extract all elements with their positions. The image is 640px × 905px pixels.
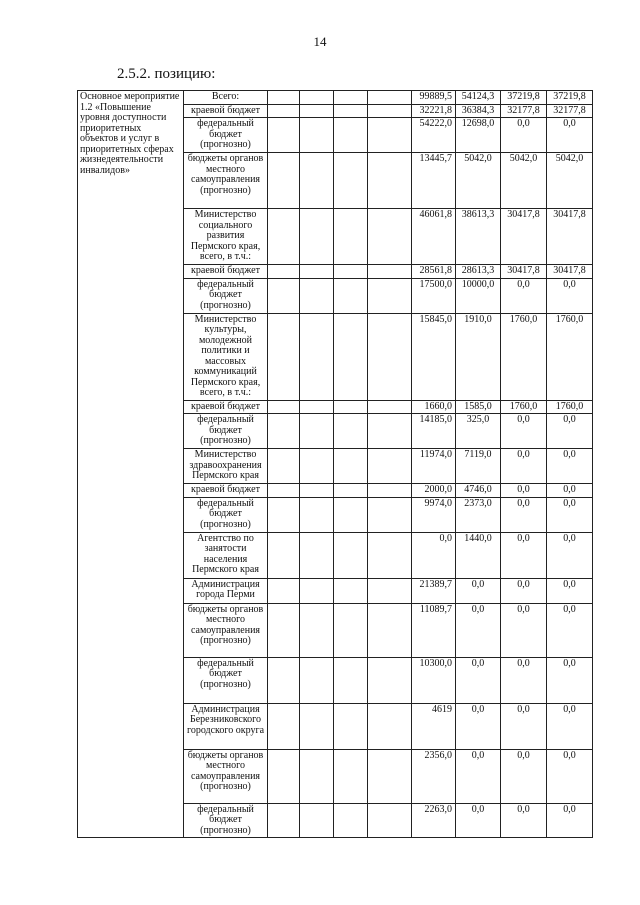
amount-cell-year-2: 1910,0 bbox=[456, 313, 501, 400]
amount-cell-year-4: 0,0 bbox=[547, 414, 593, 449]
funding-source-cell: бюджеты органов местного самоуправления (прогнозно) bbox=[184, 749, 268, 803]
amount-cell-year-1: 99889,5 bbox=[412, 91, 456, 105]
empty-cell bbox=[300, 484, 334, 498]
amount-cell-year-2: 0,0 bbox=[456, 578, 501, 603]
amount-cell-year-3: 0,0 bbox=[501, 118, 547, 153]
amount-cell-year-1: 17500,0 bbox=[412, 278, 456, 313]
amount-cell-year-2: 0,0 bbox=[456, 803, 501, 838]
empty-cell bbox=[300, 118, 334, 153]
amount-cell-year-1: 10300,0 bbox=[412, 657, 456, 703]
funding-source-cell: краевой бюджет bbox=[184, 265, 268, 279]
amount-cell-year-1: 21389,7 bbox=[412, 578, 456, 603]
funding-source-cell: федеральный бюджет (прогнозно) bbox=[184, 497, 268, 532]
amount-cell-year-4: 0,0 bbox=[547, 803, 593, 838]
amount-cell-year-2: 1585,0 bbox=[456, 400, 501, 414]
amount-cell-year-1: 4619 bbox=[412, 703, 456, 749]
funding-source-cell: краевой бюджет bbox=[184, 484, 268, 498]
amount-cell-year-1: 32221,8 bbox=[412, 104, 456, 118]
amount-cell-year-3: 0,0 bbox=[501, 449, 547, 484]
empty-cell bbox=[300, 209, 334, 265]
amount-cell-year-3: 0,0 bbox=[501, 803, 547, 838]
funding-source-cell: федеральный бюджет (прогнозно) bbox=[184, 657, 268, 703]
empty-cell bbox=[334, 703, 368, 749]
amount-cell-year-4: 0,0 bbox=[547, 278, 593, 313]
empty-cell bbox=[368, 118, 412, 153]
empty-cell bbox=[300, 532, 334, 578]
empty-cell bbox=[300, 414, 334, 449]
empty-cell bbox=[268, 400, 300, 414]
amount-cell-year-1: 14185,0 bbox=[412, 414, 456, 449]
funding-source-cell: федеральный бюджет (прогнозно) bbox=[184, 803, 268, 838]
empty-cell bbox=[268, 91, 300, 105]
empty-cell bbox=[368, 803, 412, 838]
amount-cell-year-3: 0,0 bbox=[501, 497, 547, 532]
empty-cell bbox=[268, 578, 300, 603]
amount-cell-year-4: 0,0 bbox=[547, 449, 593, 484]
empty-cell bbox=[368, 449, 412, 484]
amount-cell-year-4: 0,0 bbox=[547, 118, 593, 153]
empty-cell bbox=[268, 532, 300, 578]
empty-cell bbox=[368, 265, 412, 279]
empty-cell bbox=[268, 497, 300, 532]
empty-cell bbox=[334, 153, 368, 209]
amount-cell-year-4: 37219,8 bbox=[547, 91, 593, 105]
amount-cell-year-2: 5042,0 bbox=[456, 153, 501, 209]
amount-cell-year-3: 1760,0 bbox=[501, 313, 547, 400]
empty-cell bbox=[334, 400, 368, 414]
empty-cell bbox=[300, 265, 334, 279]
empty-cell bbox=[334, 104, 368, 118]
amount-cell-year-3: 0,0 bbox=[501, 414, 547, 449]
amount-cell-year-3: 32177,8 bbox=[501, 104, 547, 118]
empty-cell bbox=[334, 118, 368, 153]
amount-cell-year-2: 38613,3 bbox=[456, 209, 501, 265]
amount-cell-year-2: 325,0 bbox=[456, 414, 501, 449]
empty-cell bbox=[268, 449, 300, 484]
funding-source-cell: Администрация города Перми bbox=[184, 578, 268, 603]
budget-table bbox=[77, 90, 593, 838]
empty-cell bbox=[268, 414, 300, 449]
amount-cell-year-4: 0,0 bbox=[547, 578, 593, 603]
empty-cell bbox=[300, 703, 334, 749]
amount-cell-year-1: 11974,0 bbox=[412, 449, 456, 484]
empty-cell bbox=[368, 484, 412, 498]
empty-cell bbox=[268, 803, 300, 838]
amount-cell-year-2: 0,0 bbox=[456, 603, 501, 657]
funding-source-cell: краевой бюджет bbox=[184, 400, 268, 414]
funding-source-cell: бюджеты органов местного самоуправления (прогнозно) bbox=[184, 153, 268, 209]
empty-cell bbox=[300, 603, 334, 657]
amount-cell-year-3: 0,0 bbox=[501, 578, 547, 603]
amount-cell-year-1: 1660,0 bbox=[412, 400, 456, 414]
amount-cell-year-2: 0,0 bbox=[456, 657, 501, 703]
empty-cell bbox=[334, 209, 368, 265]
amount-cell-year-2: 2373,0 bbox=[456, 497, 501, 532]
empty-cell bbox=[268, 603, 300, 657]
empty-cell bbox=[368, 313, 412, 400]
funding-source-cell: Администрация Березниковского городского округа bbox=[184, 703, 268, 749]
amount-cell-year-1: 54222,0 bbox=[412, 118, 456, 153]
amount-cell-year-4: 32177,8 bbox=[547, 104, 593, 118]
empty-cell bbox=[368, 603, 412, 657]
empty-cell bbox=[334, 313, 368, 400]
amount-cell-year-4: 1760,0 bbox=[547, 400, 593, 414]
empty-cell bbox=[368, 91, 412, 105]
empty-cell bbox=[334, 278, 368, 313]
empty-cell bbox=[300, 153, 334, 209]
empty-cell bbox=[368, 153, 412, 209]
amount-cell-year-3: 0,0 bbox=[501, 278, 547, 313]
empty-cell bbox=[300, 749, 334, 803]
empty-cell bbox=[368, 532, 412, 578]
amount-cell-year-2: 0,0 bbox=[456, 749, 501, 803]
empty-cell bbox=[300, 578, 334, 603]
funding-source-cell: федеральный бюджет (прогнозно) bbox=[184, 278, 268, 313]
empty-cell bbox=[300, 313, 334, 400]
funding-source-cell: Министерство культуры, молодежной политики и массовых коммуникаций Пермского края, всего, в т.ч.: bbox=[184, 313, 268, 400]
empty-cell bbox=[334, 91, 368, 105]
empty-cell bbox=[368, 278, 412, 313]
funding-source-cell: федеральный бюджет (прогнозно) bbox=[184, 118, 268, 153]
amount-cell-year-1: 28561,8 bbox=[412, 265, 456, 279]
empty-cell bbox=[334, 532, 368, 578]
amount-cell-year-3: 30417,8 bbox=[501, 265, 547, 279]
amount-cell-year-4: 1760,0 bbox=[547, 313, 593, 400]
amount-cell-year-4: 0,0 bbox=[547, 532, 593, 578]
empty-cell bbox=[334, 414, 368, 449]
empty-cell bbox=[268, 118, 300, 153]
amount-cell-year-2: 10000,0 bbox=[456, 278, 501, 313]
empty-cell bbox=[300, 497, 334, 532]
amount-cell-year-4: 0,0 bbox=[547, 603, 593, 657]
empty-cell bbox=[300, 400, 334, 414]
empty-cell bbox=[268, 209, 300, 265]
empty-cell bbox=[334, 749, 368, 803]
empty-cell bbox=[268, 153, 300, 209]
amount-cell-year-1: 15845,0 bbox=[412, 313, 456, 400]
amount-cell-year-3: 5042,0 bbox=[501, 153, 547, 209]
empty-cell bbox=[368, 749, 412, 803]
amount-cell-year-2: 1440,0 bbox=[456, 532, 501, 578]
page-number: 14 bbox=[313, 34, 327, 49]
empty-cell bbox=[300, 91, 334, 105]
amount-cell-year-1: 0,0 bbox=[412, 532, 456, 578]
empty-cell bbox=[368, 400, 412, 414]
empty-cell bbox=[334, 803, 368, 838]
funding-source-cell: Министерство здравоохранения Пермского края bbox=[184, 449, 268, 484]
funding-source-cell: федеральный бюджет (прогнозно) bbox=[184, 414, 268, 449]
amount-cell-year-2: 12698,0 bbox=[456, 118, 501, 153]
empty-cell bbox=[334, 484, 368, 498]
empty-cell bbox=[368, 703, 412, 749]
amount-cell-year-4: 30417,8 bbox=[547, 209, 593, 265]
empty-cell bbox=[268, 265, 300, 279]
amount-cell-year-2: 36384,3 bbox=[456, 104, 501, 118]
empty-cell bbox=[268, 749, 300, 803]
funding-source-cell: краевой бюджет bbox=[184, 104, 268, 118]
empty-cell bbox=[268, 484, 300, 498]
amount-cell-year-3: 0,0 bbox=[501, 484, 547, 498]
empty-cell bbox=[268, 657, 300, 703]
empty-cell bbox=[334, 603, 368, 657]
measure-name-cell: Основное мероприятие 1.2 «Повышение уровня доступности приоритетных объектов и услуг в приоритетных сферах жизнедеятельности инвалидов» bbox=[78, 91, 184, 838]
empty-cell bbox=[368, 209, 412, 265]
amount-cell-year-1: 2000,0 bbox=[412, 484, 456, 498]
funding-source-cell: Всего: bbox=[184, 91, 268, 105]
empty-cell bbox=[300, 803, 334, 838]
amount-cell-year-2: 28613,3 bbox=[456, 265, 501, 279]
amount-cell-year-1: 11089,7 bbox=[412, 603, 456, 657]
amount-cell-year-3: 1760,0 bbox=[501, 400, 547, 414]
amount-cell-year-4: 0,0 bbox=[547, 703, 593, 749]
amount-cell-year-3: 37219,8 bbox=[501, 91, 547, 105]
empty-cell bbox=[268, 278, 300, 313]
amount-cell-year-3: 0,0 bbox=[501, 749, 547, 803]
amount-cell-year-4: 0,0 bbox=[547, 497, 593, 532]
empty-cell bbox=[368, 578, 412, 603]
amount-cell-year-4: 0,0 bbox=[547, 749, 593, 803]
empty-cell bbox=[334, 497, 368, 532]
funding-source-cell: Агентство по занятости населения Пермского края bbox=[184, 532, 268, 578]
amount-cell-year-3: 0,0 bbox=[501, 603, 547, 657]
empty-cell bbox=[368, 657, 412, 703]
amount-cell-year-3: 0,0 bbox=[501, 703, 547, 749]
empty-cell bbox=[368, 497, 412, 532]
empty-cell bbox=[268, 703, 300, 749]
amount-cell-year-1: 9974,0 bbox=[412, 497, 456, 532]
funding-source-cell: бюджеты органов местного самоуправления (прогнозно) bbox=[184, 603, 268, 657]
funding-source-cell: Министерство социального развития Пермского края, всего, в т.ч.: bbox=[184, 209, 268, 265]
amount-cell-year-2: 54124,3 bbox=[456, 91, 501, 105]
empty-cell bbox=[268, 104, 300, 118]
empty-cell bbox=[300, 449, 334, 484]
empty-cell bbox=[300, 657, 334, 703]
amount-cell-year-2: 7119,0 bbox=[456, 449, 501, 484]
amount-cell-year-3: 0,0 bbox=[501, 532, 547, 578]
empty-cell bbox=[300, 278, 334, 313]
amount-cell-year-1: 46061,8 bbox=[412, 209, 456, 265]
empty-cell bbox=[334, 657, 368, 703]
amount-cell-year-1: 2263,0 bbox=[412, 803, 456, 838]
amount-cell-year-1: 2356,0 bbox=[412, 749, 456, 803]
empty-cell bbox=[300, 104, 334, 118]
amount-cell-year-4: 5042,0 bbox=[547, 153, 593, 209]
amount-cell-year-3: 30417,8 bbox=[501, 209, 547, 265]
empty-cell bbox=[368, 414, 412, 449]
amount-cell-year-2: 0,0 bbox=[456, 703, 501, 749]
section-heading: 2.5.2. позицию: bbox=[117, 66, 216, 82]
empty-cell bbox=[268, 313, 300, 400]
empty-cell bbox=[334, 265, 368, 279]
amount-cell-year-2: 4746,0 bbox=[456, 484, 501, 498]
amount-cell-year-3: 0,0 bbox=[501, 657, 547, 703]
empty-cell bbox=[368, 104, 412, 118]
amount-cell-year-4: 0,0 bbox=[547, 657, 593, 703]
amount-cell-year-4: 0,0 bbox=[547, 484, 593, 498]
empty-cell bbox=[334, 578, 368, 603]
amount-cell-year-4: 30417,8 bbox=[547, 265, 593, 279]
empty-cell bbox=[334, 449, 368, 484]
table-row bbox=[78, 91, 593, 105]
amount-cell-year-1: 13445,7 bbox=[412, 153, 456, 209]
